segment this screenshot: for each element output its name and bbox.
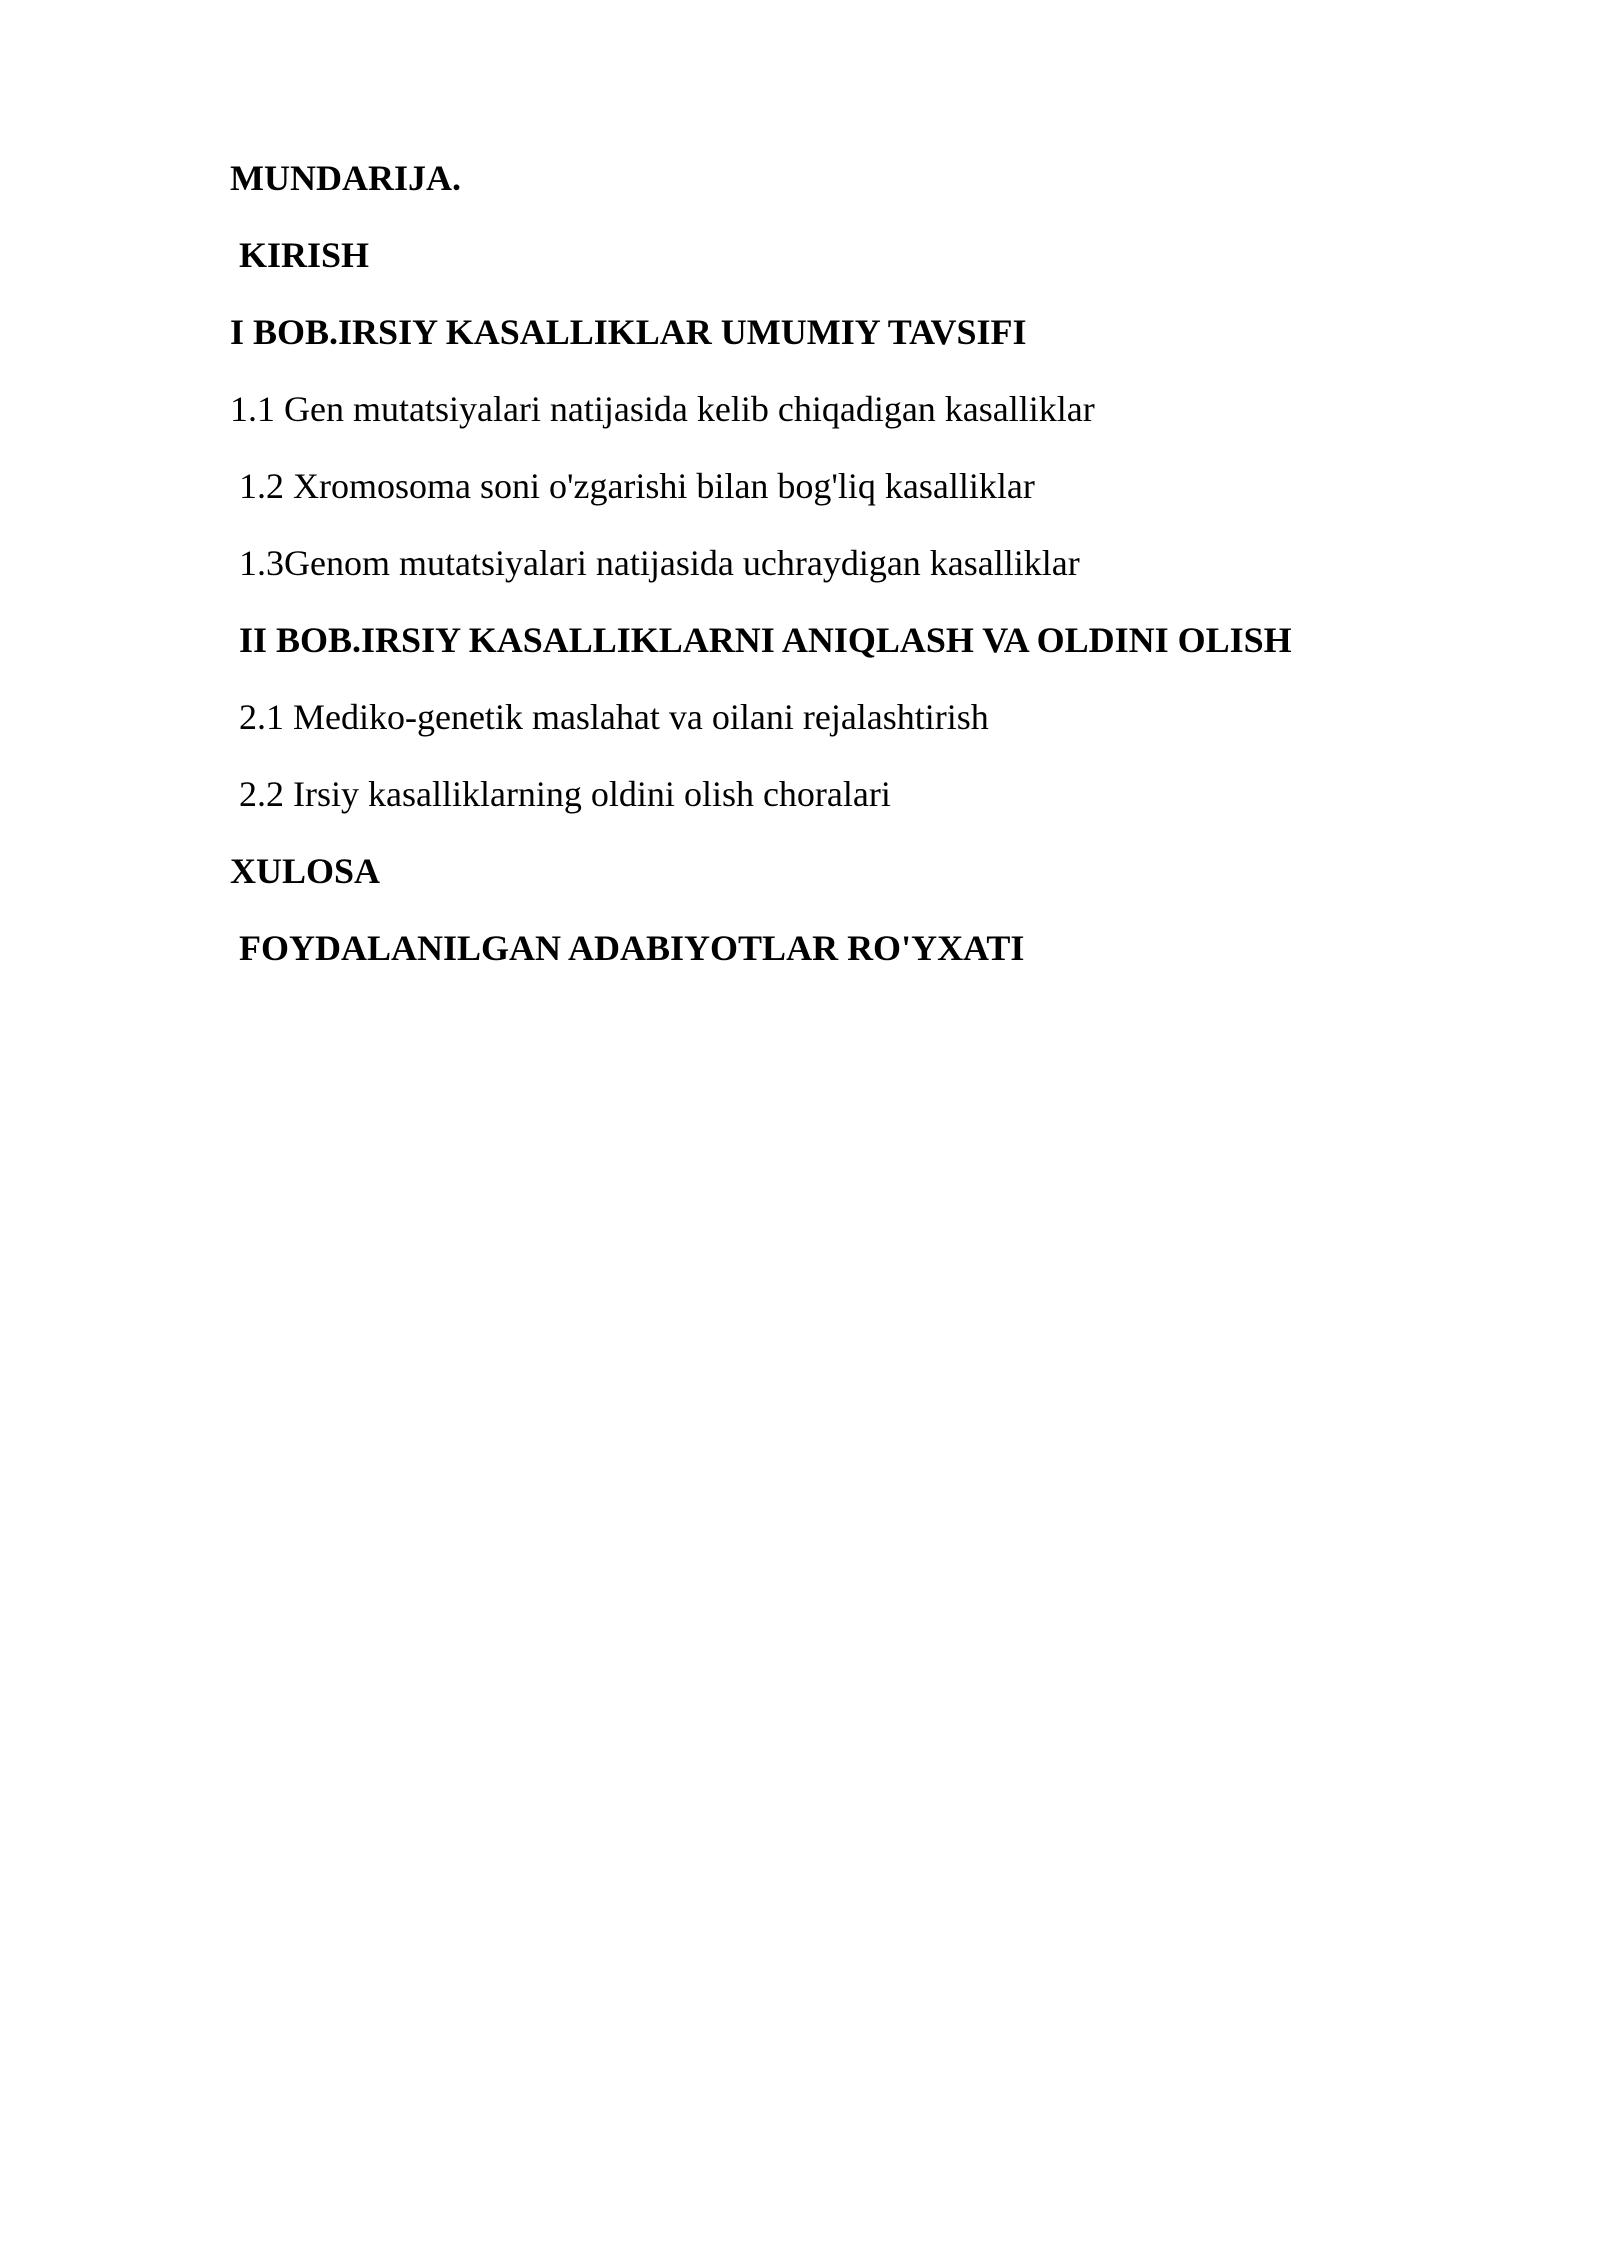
toc-title: MUNDARIJA. xyxy=(230,158,461,198)
toc-chapter-2: II BOB.IRSIY KASALLIKLARNI ANIQLASH VA OLDINI OLISH xyxy=(230,620,1292,660)
table-of-contents xyxy=(230,148,1430,995)
toc-item-kirish: KIRISH xyxy=(230,235,370,275)
toc-section-1-1: 1.1 Gen mutatsiyalari natijasida kelib chiqadigan kasalliklar xyxy=(230,389,1095,429)
toc-section-2-2: 2.2 Irsiy kasalliklarning oldini olish choralari xyxy=(230,774,891,814)
toc-section-1-3: 1.3Genom mutatsiyalari natijasida uchraydigan kasalliklar xyxy=(230,543,1080,583)
toc-item-xulosa: XULOSA xyxy=(230,851,381,891)
toc-item-references: FOYDALANILGAN ADABIYOTLAR RO'YXATI xyxy=(230,928,1025,968)
toc-chapter-1: I BOB.IRSIY KASALLIKLAR UMUMIY TAVSIFI xyxy=(230,312,1027,352)
toc-section-1-2: 1.2 Xromosoma soni o'zgarishi bilan bog'liq kasalliklar xyxy=(230,466,1035,506)
toc-section-2-1: 2.1 Mediko-genetik maslahat va oilani rejalashtirish xyxy=(230,697,989,737)
